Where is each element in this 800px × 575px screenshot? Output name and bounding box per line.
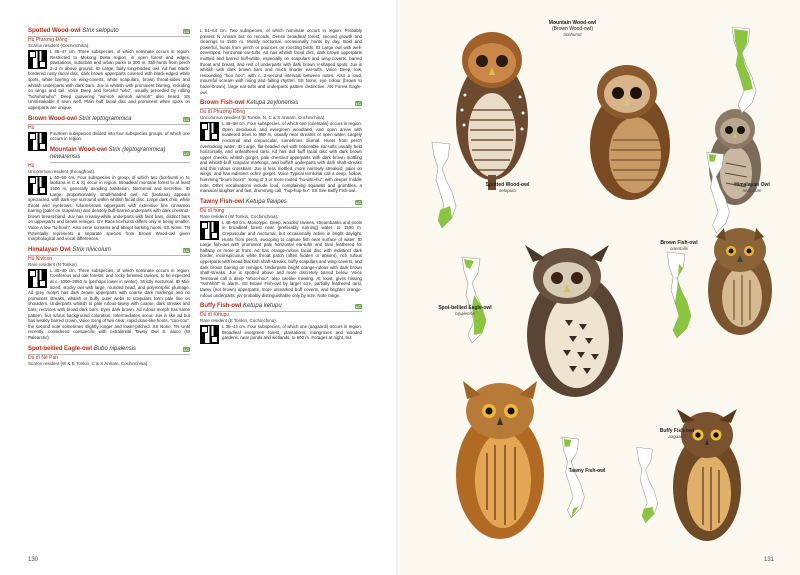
species-description — [28, 175, 190, 242]
latin-name: Strix nivicolum — [72, 246, 112, 253]
spotted-wood-owl-range-map — [430, 140, 462, 230]
common-name: Brown Wood-owl — [28, 115, 77, 122]
mountain-wood-owl-illustration — [575, 60, 685, 210]
residency-status: Scarce resident (W & E Tonkin, C & S Annam, Cochinchina). — [28, 360, 149, 366]
species-description — [200, 121, 362, 194]
conservation-status-badge: LC — [183, 29, 189, 34]
species-header — [28, 247, 190, 256]
species-entry — [28, 116, 190, 142]
description-text: L 40–55 cm. Four subspecies in group, of which two (ticehursti in N, laotiana in C & S) occur in region. Broadleaf montane forest to at least 1500 m, generally avoiding habitation. Nocturnal and secretive. ID Large, proportionately small-headed owl. Ad (laotiana) appears spectacled, with dark eye surround within whitish facial disc. Large dark chin, white throat and eyebrows, rufous-brown upperparts with extensive fine cinnamon barring (paler on scapulars) and densely buff-barred underparts with dark chestnut-brown breast-band. Juv has creamy-white underparts with faint bars, distinct bars on upperparts and brown remiges. GV Race ticehursti differs only in being smaller. Voice A low "to-hooh". Also eerie screams and abrupt barking hoots. SS None. TN Potentially represents a separate species from Brown Wood-owl given morphological and vocal differences. — [28, 174, 190, 242]
text-column-1 — [28, 28, 190, 372]
conservation-status-badge: LC — [183, 116, 189, 122]
spot-bellied-eagle-owl-range-map — [460, 255, 492, 345]
species-name — [50, 147, 183, 161]
description-text: L 35–40 cm. Three subspecies, of which nominate occurs in region. Coniferous and oak forests, and rocky forested ravines, to be expected at c. 1000–2850 m (perhaps lower in winter). Strictly nocturnal. ID Mid-sized, stocky owl with large, rounded head, and polymorphic plumage. Ad grey morph has dark brown upperparts with coarse dark markings and no prominent streaks, whitish or buffy outer webs to scapulars form pale line on shoulders. Underparts whitish to pale rufous-tawny with coarse, dark streaks and bars; rectrices with broad dark bars. Eyes dark brown. Ad rufous morph has same pattern, but rufous background coloration. Intermediates occur. Juv is like ad but has weakly barred crown. Voice Song of two clear, rapid dove-like hoots, "coo-coo", the second note sometimes slightly longer and lower-pitched. SS None. TN Until recently, considered conspecific with extralimital Tawny Owl S. aluco (W Palearctic). — [28, 267, 190, 340]
common-name: Tawny Fish-owl — [200, 198, 245, 205]
qr-code-icon[interactable] — [200, 325, 219, 344]
brown-fish-owl-illustration — [700, 225, 780, 340]
label-himalayan-owl: Himalayan Owl nivicolum — [734, 182, 770, 193]
species-entry — [28, 28, 190, 111]
description-text: L 45–47 cm. Three subspecies, of which nominate occurs in region. Restricted to Mekong Delta region, in open forest and edges, plantations, suburban and urban parks to 300 m. Still-hunts from perch 2–3 m above ground. ID Large, fairly long-bodied owl. Ad has black-bordered rusty facial disc, dark brown upperparts covered with black-edged white spots, white barring on wing-coverts, white scapulars, brown throat-sides and whitish underparts with dark bars. Juv is whitish with prominent barring, including on wings and tail. Voice Deep and forceful "who", usually preceded by rolling "huhuhuhuhu". Deep quavering "wimroh wimroh wimroh" also heard. SS Unmistakable if seen well. Plain buff facial disc and prominent white spots on upperparts are unique. — [28, 49, 190, 110]
qr-code-icon[interactable] — [200, 122, 219, 141]
species-name — [200, 303, 282, 310]
species-description — [200, 220, 362, 298]
tawny-fish-owl-range-map — [560, 435, 590, 520]
species-header — [200, 100, 362, 109]
common-name: Himalayan Owl — [28, 246, 71, 253]
vietnamese-name: Dù dì hung — [200, 207, 225, 214]
species-name — [200, 100, 298, 107]
residency-status: Rare resident (N Tonkin). — [28, 261, 78, 267]
species-entry — [200, 28, 362, 95]
species-entry — [28, 247, 190, 341]
residency-status: Rare resident (E Tonkin, Cochinchina). — [200, 318, 277, 324]
latin-name: Strix leptogrammica — [78, 115, 132, 122]
page-number-left: 130 — [28, 557, 39, 563]
vietnamese-name: Hù — [28, 162, 35, 169]
page-number-right: 131 — [763, 557, 774, 563]
species-description — [28, 49, 190, 111]
species-description — [28, 268, 190, 341]
label-mountain-wood-owl: Mountain Wood-owl (Brown Wood-owl) ticehursti — [548, 20, 597, 37]
residency-status: Uncommon resident (throughout). — [28, 168, 96, 174]
species-description — [28, 131, 190, 142]
vietnamese-name: Dù dì Phương Đông — [200, 109, 245, 116]
vietnamese-name: Dù dì Nê Pan — [28, 354, 59, 361]
label-buffy-fish-owl: Buffy Fish-owl aagaardi — [659, 428, 695, 439]
conservation-status-badge: LC — [355, 199, 361, 205]
species-description — [200, 324, 362, 341]
mountain-wood-owl-range-map — [730, 25, 762, 115]
latin-name: Ketupa ketupu — [243, 303, 282, 310]
label-tawny-fish-owl: Tawny Fish-owl — [568, 468, 606, 474]
qr-code-icon[interactable] — [200, 221, 219, 240]
vietnamese-name: Dù dì Kêtupu — [200, 312, 230, 319]
label-spotted-wood-owl: Spotted Wood-owl seloputo — [485, 182, 530, 193]
description-text: Fourteen subspecies divided into four subspecies groups, of which one occurs in region. — [50, 130, 190, 142]
species-name — [28, 247, 111, 254]
latin-name: Bubo nipalensis — [93, 345, 137, 352]
species-name — [28, 28, 119, 35]
species-name — [200, 199, 287, 206]
species-header — [200, 303, 362, 312]
species-header — [28, 116, 190, 125]
vietnamese-name: Hù Phương Đông — [28, 37, 68, 43]
description-text: L 48–59 cm. Monotypic. Deep, wooded ravines, streambanks and pools in broadleaf forest near (preferably running) water, to 1500 m. Crepuscular and nocturnal, but occasionally active in bright daylight. Hunts from perch, swooping to capture fish near surface of water. ID Large fish-owl with prominent pale horizontal ear-tufts and tarsi feathered for halfway or more at front. Ad has orange-rufous facial disc with indistinct dark border, inconspicuous white throat patch (often hidden or absent), rich rufous upperparts with broad blackish shaft-streaks, buffy scapulars and wing-coverts, and dark brown barring on remiges. Underparts bright orange-rufous with dark brown shaft-streaks. Juv is spotted above and more discretely barred below. Voice Territorial call a deep "whoo-hoo"; also cat-like mewing. At roost, gives hissing "tsshhhht" in alarm. SS Brown Fish-owl by larger size, partially feathered tarsi, tawny (not brown) upperparts, more unmarked buff coverts, and brighter orange-rufous underparts; juv probably distinguishable only by size. Note range. — [200, 219, 362, 298]
common-name: Buffy Fish-owl — [200, 303, 242, 310]
species-entry — [28, 147, 190, 242]
buffy-fish-owl-illustration — [665, 405, 750, 545]
text-column-2 — [200, 28, 362, 346]
latin-name: Strix seloputo — [82, 28, 119, 34]
tawny-fish-owl-illustration — [445, 375, 555, 545]
species-name — [28, 116, 132, 123]
description-text: L 51–64 cm. Two subspecies, of which nominate occurs in region. Probably present N Annam but no records. Dense broadleaf forest, second growth and clearings to 1500 m. Mostly nocturnal, occasionally hunts by day. Bold and powerful, hunts from perch or pounces on roosting birds. ID Large owl with well-developed, horizontal ear-tufts. Ad has whitish facial disc, dark brown upperparts mottled and barred buff-white, especially on scapulars and wing-coverts, barred throat and breast, and rest of underparts with dark brown V-shaped spots. Juv is whitish with dark brown bars and much shorter ear-tufts. Voice Deep, low, resounding "hoo hoo", with c. 2-second intervals between notes. Also a loud, mournful scream with rising and falling rhythm. SS None; eye colour (brown to hazel-brown), large ear-tufts and underparts pattern distinctive. AN Forest Eagle-owl. — [200, 28, 362, 95]
qr-code-icon[interactable] — [28, 269, 47, 288]
latin-name: Ketupa zeylonensis — [246, 100, 299, 107]
residency-status: Rare resident (W Tonkin, Cochinchina). — [200, 213, 279, 219]
latin-name: Ketupa flavipes — [245, 198, 287, 205]
qr-code-icon[interactable] — [28, 176, 47, 195]
residency-status: Scarce resident (Cochinchina). — [28, 43, 90, 48]
species-entry — [200, 100, 362, 194]
brown-fish-owl-range-map — [665, 250, 697, 340]
common-name: Brown Fish-owl — [200, 100, 245, 107]
qr-code-icon[interactable] — [28, 132, 47, 151]
species-header — [28, 346, 190, 355]
conservation-status-badge: LC — [183, 346, 189, 352]
label-brown-fish-owl: Brown Fish-owl orientalis — [660, 240, 698, 251]
qr-code-icon[interactable] — [28, 50, 47, 69]
buffy-fish-owl-range-map — [635, 445, 663, 525]
species-header — [28, 28, 190, 37]
species-entry — [200, 303, 362, 341]
common-name: Spotted Wood-owl — [28, 28, 81, 34]
species-entry — [28, 346, 190, 367]
residency-status: Uncommon resident (E Tonkin, N, C & S Annam, Cochinchina). — [200, 115, 326, 121]
common-name: Mountain Wood-owl — [50, 146, 107, 153]
vietnamese-name: Hù — [28, 124, 35, 131]
right-page — [400, 0, 800, 575]
description-text: L 38–44 cm. Four subspecies, of which one (aagaardi) occurs in region. Broadleaf evergreen forest, plantations, mangroves and wooded gardens, near ponds and wetlands, to 600 m. Forages at night, but — [222, 324, 362, 341]
species-entry — [200, 199, 362, 298]
species-name — [28, 346, 136, 353]
description-text: L 48–58 cm. Four subspecies, of which one (orientalis) occurs in region. Open deciduous and evergreen woodland, and open areas with scattered trees to 950 m, usually near streams or open water. Largely nocturnal and crepuscular, sometimes diurnal. Hunts from perch overlooking water. ID Large, flat-headed owl with noticeable ear-tufts usually held horizontally, and unfeathered tarsi. Ad has dull buff facial disc with dark brown upper cheeks, whitish gorget, pale chestnut upperparts with dark brown mottling and whitish-buff scapular markings, and buffish underparts with dark shaft-streaks and thin rufous crossbars. Juv is less mottled, more narrowly streaked, paler on wings, and has indistinct ochre gorget. Voice Typical territorial call a deep, hollow, humming "boom boom". Song of 3 or more muted "hu-who-hu", with deeper middle note. Other vocalisations include loud, complaining squawks and grumbles, a maniacal laughter and fast, drumming call, "hup-hup-hu". SS See Buffy Fish-owl. — [200, 121, 362, 194]
species-header — [50, 147, 190, 163]
common-name: Spot-bellied Eagle-owl — [28, 345, 93, 352]
conservation-status-badge: LC — [355, 101, 361, 107]
conservation-status-badge: LC — [183, 151, 189, 157]
species-header — [200, 199, 362, 208]
conservation-status-badge: LC — [183, 247, 189, 253]
label-spot-bellied-eagle-owl: Spot-bellied Eagle-owl nipalensis — [438, 305, 492, 316]
latin-name: Strix (leptogrammica) newarensis — [50, 146, 166, 160]
conservation-status-badge: LC — [355, 304, 361, 310]
vietnamese-name: Hù Nivicon — [28, 255, 53, 262]
species-description — [200, 28, 362, 95]
